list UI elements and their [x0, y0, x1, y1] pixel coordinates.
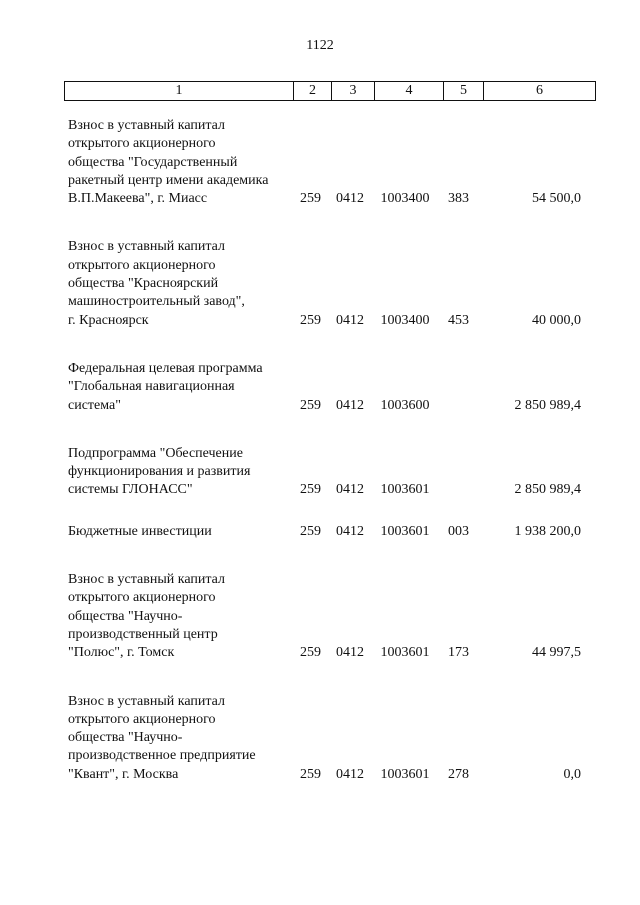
row-code-target: 1003400: [380, 191, 430, 207]
row-description: [64, 523, 292, 541]
row-code-section: 0412: [336, 312, 364, 328]
row-amount: 54 500,0: [532, 191, 581, 207]
row-code-ministry: 259: [300, 312, 321, 328]
table-row: [64, 117, 589, 208]
page-number: 1122: [306, 38, 334, 53]
description-line: "Глобальная навигационная: [68, 379, 235, 395]
description-line: Федеральная целевая программа: [68, 360, 263, 376]
row-code-section: 0412: [336, 766, 364, 782]
row-code-target: 1003601: [380, 645, 430, 661]
row-amount: 40 000,0: [532, 312, 581, 328]
row-code-section: 0412: [336, 523, 364, 539]
budget-rows: [64, 100, 589, 784]
row-amount: 1 938 200,0: [514, 523, 581, 539]
description-line: общества "Научно-: [68, 608, 183, 624]
table-row: [64, 693, 589, 784]
row-code-target: 1003400: [380, 312, 430, 328]
description-line: открытого акционерного: [68, 136, 216, 152]
description-line: общества "Красноярский: [68, 276, 219, 292]
row-description: [64, 117, 292, 208]
description-line: Подпрограмма "Обеспечение: [68, 445, 243, 461]
table-row: [64, 523, 589, 541]
description-line: Взнос в уставный капитал: [68, 239, 225, 255]
row-code-expense-type: 278: [448, 766, 469, 782]
description-line: открытого акционерного: [68, 590, 216, 606]
table-row: [64, 360, 589, 415]
column-header-4: 4: [375, 82, 444, 101]
row-description: [64, 693, 292, 784]
row-amount: 44 997,5: [532, 645, 581, 661]
description-line: Взнос в уставный капитал: [68, 572, 225, 588]
row-amount: 0,0: [563, 766, 581, 782]
row-code-expense-type: 383: [448, 191, 469, 207]
description-line: функционирования и развития: [68, 464, 251, 480]
row-code-ministry: 259: [300, 645, 321, 661]
row-amount: 2 850 989,4: [514, 397, 581, 413]
description-line: производственное предприятие: [68, 748, 256, 764]
description-line: Взнос в уставный капитал: [68, 118, 225, 133]
table-row: [64, 571, 589, 662]
description-line: "Квант", г. Москва: [68, 766, 179, 782]
table-row: [64, 238, 589, 329]
description-line: открытого акционерного: [68, 257, 216, 273]
column-header-3: 3: [332, 82, 375, 101]
description-line: общества "Государственный: [68, 154, 238, 170]
row-description: [64, 238, 292, 329]
row-code-section: 0412: [336, 397, 364, 413]
column-header-table: [64, 81, 596, 101]
row-code-section: 0412: [336, 645, 364, 661]
description-line: В.П.Макеева", г. Миасс: [68, 191, 208, 207]
row-code-ministry: 259: [300, 482, 321, 498]
row-amount: 2 850 989,4: [514, 482, 581, 498]
row-code-ministry: 259: [300, 523, 321, 539]
row-code-ministry: 259: [300, 397, 321, 413]
description-line: ракетный центр имени академика: [68, 172, 269, 188]
column-header-1: 1: [65, 82, 294, 101]
row-code-target: 1003601: [380, 766, 430, 782]
row-code-expense-type: 453: [448, 312, 469, 328]
row-description: [64, 571, 292, 662]
description-line: Взнос в уставный капитал: [68, 693, 225, 709]
row-code-ministry: 259: [300, 766, 321, 782]
description-line: "Полюс", г. Томск: [68, 645, 175, 661]
row-code-target: 1003601: [380, 523, 430, 539]
row-description: [64, 360, 292, 415]
description-line: г. Красноярск: [68, 312, 149, 328]
column-header-6: 6: [484, 82, 596, 101]
row-code-target: 1003600: [380, 397, 430, 413]
description-line: производственный центр: [68, 626, 218, 642]
description-line: системы ГЛОНАСС": [68, 482, 193, 498]
row-code-expense-type: 173: [448, 645, 469, 661]
column-header-5: 5: [444, 82, 484, 101]
column-header-2: 2: [294, 82, 332, 101]
column-header-row: [65, 82, 596, 101]
row-code-expense-type: 003: [448, 523, 469, 539]
table-row: [64, 445, 589, 500]
description-line: Бюджетные инвестиции: [68, 523, 212, 539]
row-description: [64, 445, 292, 500]
description-line: система": [68, 397, 121, 413]
description-line: общества "Научно-: [68, 730, 183, 746]
description-line: открытого акционерного: [68, 711, 216, 727]
row-code-target: 1003601: [380, 482, 430, 498]
row-code-ministry: 259: [300, 191, 321, 207]
row-code-section: 0412: [336, 191, 364, 207]
row-code-section: 0412: [336, 482, 364, 498]
description-line: машиностроительный завод",: [68, 294, 245, 310]
